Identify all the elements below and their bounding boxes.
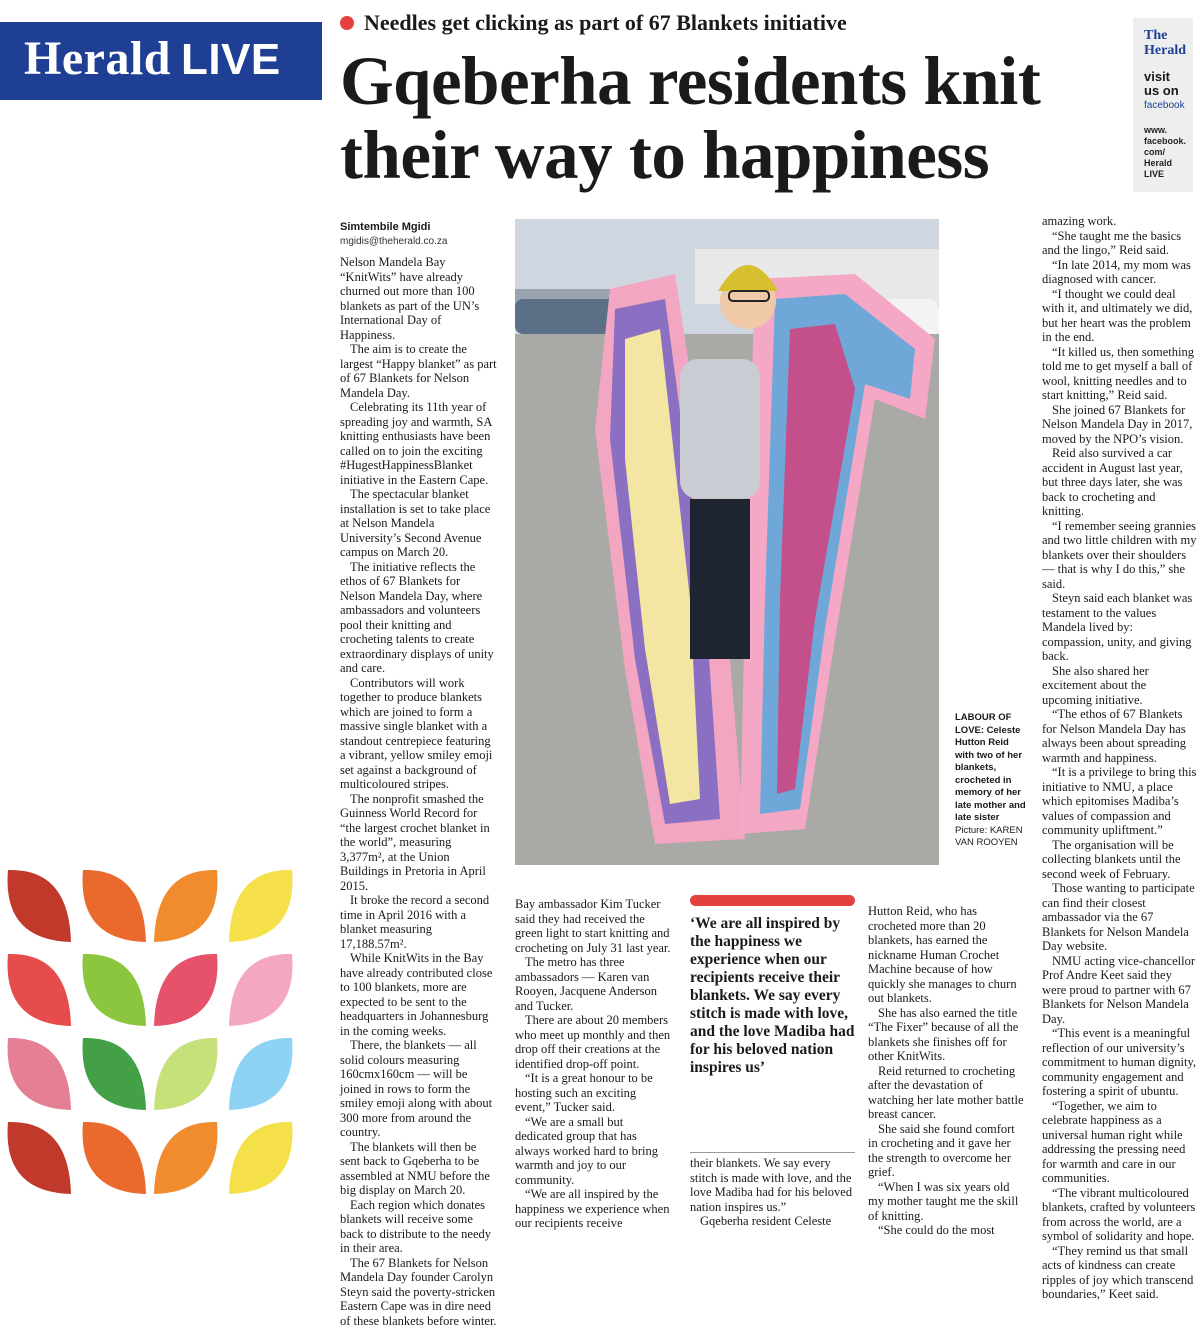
paragraph: “The ethos of 67 Blankets for Nelson Mandela Day has always been about spreading warmth and happiness. (1042, 707, 1198, 765)
paragraph: “We are all inspired by the happiness we experience when our recipients receive (515, 1187, 673, 1231)
paragraph: “She taught me the basics and the lingo,” Reid said. (1042, 229, 1198, 258)
paragraph: Bay ambassador Kim Tucker said they had received the green light to start knitting and crocheting on July 31 last year. (515, 897, 673, 955)
paragraph: “I thought we could deal with it, and ultimately we did, but her heart was the problem in the end. (1042, 287, 1198, 345)
fb-url: www. facebook. com/ Herald LIVE (1144, 125, 1193, 180)
paragraph: The aim is to create the largest “Happy blanket” as part of 67 Blankets for Nelson Mandela Day. (340, 342, 498, 400)
paragraph: “Together, we aim to celebrate happiness as a universal human right while addressing the pressing need for warmth and care in our communities. (1042, 1099, 1198, 1186)
paragraph: “They remind us that small acts of kindness can create ripples of joy which transcend boundaries,” Keet said. (1042, 1244, 1198, 1302)
fb-network: facebook (1144, 100, 1193, 111)
leaf-shape (8, 954, 71, 1026)
paragraph: NMU acting vice-chancellor Prof Andre Keet said they were proud to partner with 67 Blankets for Nelson Mandela Day. (1042, 954, 1198, 1027)
fb-visit: visit us on (1144, 70, 1193, 98)
paragraph: “It killed us, then something told me to get myself a ball of wool, knitting needles and to start knitting,” Reid said. (1042, 345, 1198, 403)
decorative-leaf-graphic (0, 862, 300, 1199)
article-column-1 (340, 255, 498, 1328)
kicker-text: Needles get clicking as part of 67 Blankets initiative (364, 10, 847, 36)
article-column-3 (868, 904, 1026, 1238)
bullet-dot-icon (340, 16, 354, 30)
brand-logo (0, 22, 322, 100)
article-photo (515, 219, 939, 865)
leaf-shape (154, 954, 217, 1026)
leaf-shape (229, 954, 292, 1026)
article-column-2b (690, 1156, 855, 1229)
paragraph: She joined 67 Blankets for Nelson Mandela Day in 2017, moved by the NPO’s vision. (1042, 403, 1198, 447)
leaf-shape (229, 870, 292, 942)
leaf-shape (83, 870, 146, 942)
leaf-shape (83, 1122, 146, 1194)
paragraph: Steyn said each blanket was testament to the values Mandela lived by: compassion, unity, and giving back. (1042, 591, 1198, 664)
paragraph: The nonprofit smashed the Guinness World Record for “the largest crochet blanket in the world”, measuring 3,377m², at the Union Buildings in Pretoria in April 2015. (340, 792, 498, 894)
paragraph: “We are a small but dedicated group that has always worked hard to bring warmth and joy to our community. (515, 1115, 673, 1188)
pull-quote-divider (690, 1152, 855, 1153)
paragraph: There, the blankets — all solid colours measuring 160cmx160cm — will be joined in rows to form the smiley emoji along with about 300 more from around the country. (340, 1038, 498, 1140)
article-column-4 (1042, 214, 1198, 1302)
pull-quote: ‘We are all inspired by the happiness we experience when our recipients receive their blankets. We say every stitch is made with love, and the love Madiba had for his beloved nation inspires us’ (690, 915, 855, 1077)
brand-live: LIVE (181, 35, 281, 84)
paragraph: “This event is a meaningful reflection of our university’s commitment to human dignity, community engagement and fostering a spirit of ubuntu. (1042, 1026, 1198, 1099)
photo-caption (955, 712, 1027, 850)
paragraph: It broke the record a second time in April 2016 with a blanket measuring 17,188.57m². (340, 893, 498, 951)
pull-quote-accent-bar (690, 895, 855, 906)
fb-publication: The Herald (1144, 28, 1193, 58)
paragraph: Celebrating its 11th year of spreading joy and warmth, SA knitting enthusiasts have been called on to join the exciting #HugestHappinessBlanket initiative in the Eastern Cape. (340, 400, 498, 487)
paragraph: amazing work. (1042, 214, 1198, 229)
paragraph: She also shared her excitement about the upcoming initiative. (1042, 664, 1198, 708)
paragraph: Nelson Mandela Bay “KnitWits” have already churned out more than 100 blankets as part of the UN’s International Day of Happiness. (340, 255, 498, 342)
leaf-shape (154, 1122, 217, 1194)
article-column-2 (515, 897, 673, 1231)
paragraph: Reid returned to crocheting after the devastation of watching her late mother battle breast cancer. (868, 1064, 1026, 1122)
paragraph: The spectacular blanket installation is set to take place at Nelson Mandela University’s Second Avenue campus on March 20. (340, 487, 498, 560)
paragraph: “I remember seeing grannies and two little children with my blankets over their shoulders — that is why I do this,” she said. (1042, 519, 1198, 592)
paragraph: “In late 2014, my mom was diagnosed with cancer. (1042, 258, 1198, 287)
paragraph: Those wanting to participate can find their closest ambassador via the 67 Blankets for Nelson Mandela Day website. (1042, 881, 1198, 954)
paragraph: Hutton Reid, who has crocheted more than 20 blankets, has earned the nickname Human Crochet Machine because of how quickly she manages to churn out blankets. (868, 904, 1026, 1006)
paragraph: “The vibrant multicoloured blankets, crafted by volunteers from across the world, are a symbol of solidarity and hope. (1042, 1186, 1198, 1244)
paragraph: The blankets will then be sent back to Gqeberha to be assembled at NMU before the big display on March 20. (340, 1140, 498, 1198)
leaf-shape (8, 1038, 71, 1110)
paragraph: The organisation will be collecting blankets until the second week of February. (1042, 838, 1198, 882)
leaf-shape (8, 870, 71, 942)
paragraph: “It is a great honour to be hosting such an exciting event,” Tucker said. (515, 1071, 673, 1115)
paragraph: Contributors will work together to produce blankets which are joined to form a massive single blanket with a standout centrepiece featuring a vibrant, yellow smiley emoji set against a background of multicoloured stripes. (340, 676, 498, 792)
leaf-shape (154, 870, 217, 942)
headline-line-2: their way to happiness (340, 117, 989, 193)
paragraph: “It is a privilege to bring this initiative to NMU, a place which epitomises Madiba’s values of compassion and community upliftment.” (1042, 765, 1198, 838)
paragraph: their blankets. We say every stitch is made with love, and the love Madiba had for his beloved nation inspires us.” (690, 1156, 855, 1214)
byline-email: mgidis@theherald.co.za (340, 236, 447, 247)
paragraph: Reid also survived a car accident in August last year, but three days later, she was back to crocheting and knitting. (1042, 446, 1198, 519)
paragraph: Gqeberha resident Celeste (690, 1214, 855, 1229)
leaf-shape (83, 1038, 146, 1110)
photo-credit: Picture: KAREN VAN ROOYEN (955, 825, 1027, 850)
leaf-shape (229, 1122, 292, 1194)
paragraph: The 67 Blankets for Nelson Mandela Day founder Carolyn Steyn said the poverty-stricken Eastern Cape was in dire need of these blankets before winter. (340, 1256, 498, 1328)
paragraph: The metro has three ambassadors — Karen van Rooyen, Jacquene Anderson and Tucker. (515, 955, 673, 1013)
paragraph: “She could do the most (868, 1223, 1026, 1238)
caption-text: LABOUR OF LOVE: Celeste Hutton Reid with two of her blankets, crocheted in memory of her late mother and late sister (955, 712, 1026, 823)
paragraph: There are about 20 members who meet up monthly and then drop off their creations at the identified drop-off point. (515, 1013, 673, 1071)
paragraph: She said she found comfort in crocheting and it gave her the strength to overcome her grief. (868, 1122, 1026, 1180)
brand-main: Herald (24, 32, 171, 85)
headline (340, 44, 1130, 192)
byline-author: Simtembile Mgidi (340, 221, 430, 233)
leaf-shape (83, 954, 146, 1026)
headline-line-1: Gqeberha residents knit (340, 43, 1040, 119)
paragraph: While KnitWits in the Bay have already contributed close to 100 blankets, more are expected to be sent to the headquarters in Johannesburg in the coming weeks. (340, 951, 498, 1038)
leaf-shape (8, 1122, 71, 1194)
leaf-shape (154, 1038, 217, 1110)
leaf-shape (229, 1038, 292, 1110)
paragraph: Each region which donates blankets will receive some back to distribute to the needy in their area. (340, 1198, 498, 1256)
paragraph: “When I was six years old my mother taught me the skill of knitting. (868, 1180, 1026, 1224)
paragraph: She has also earned the title “The Fixer” because of all the blankets she finishes off for other KnitWits. (868, 1006, 1026, 1064)
kicker (340, 10, 847, 36)
facebook-promo-box[interactable] (1133, 18, 1193, 192)
paragraph: The initiative reflects the ethos of 67 Blankets for Nelson Mandela Day, where ambassadors and volunteers pool their knitting and crocheting talents to create extraordinary displays of unity and care. (340, 560, 498, 676)
